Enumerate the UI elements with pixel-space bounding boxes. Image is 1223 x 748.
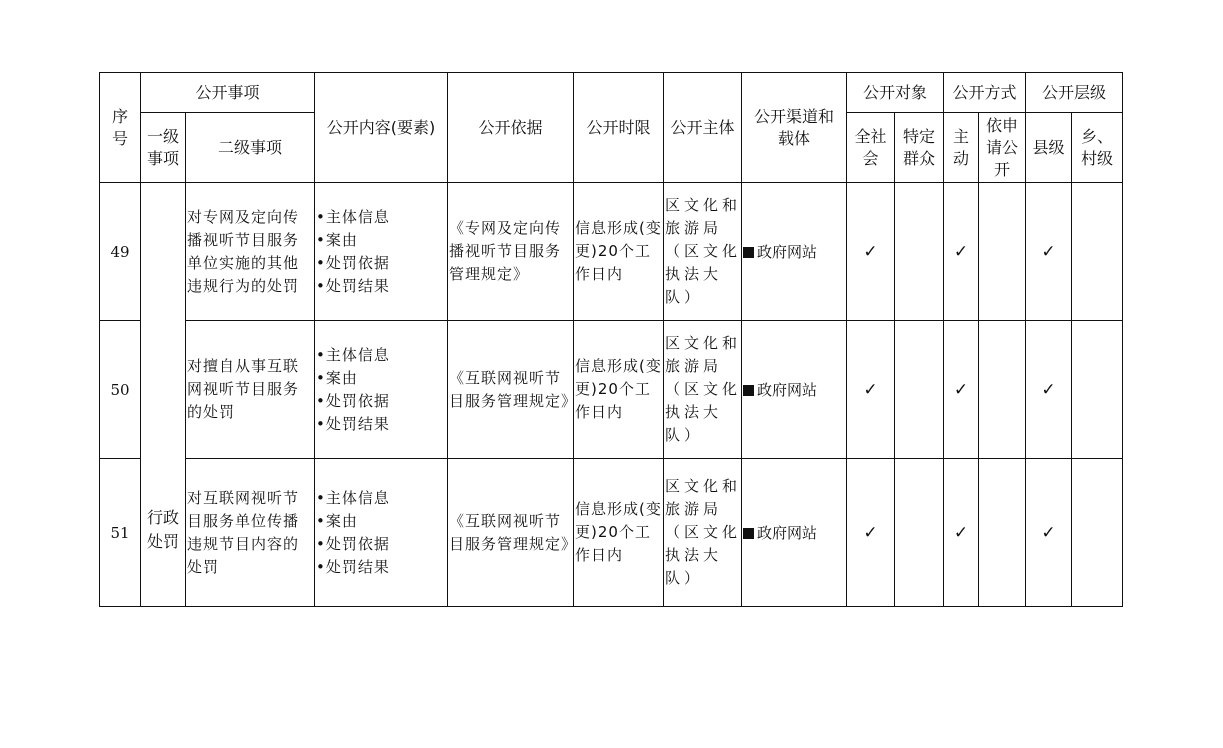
header-level-county: 县级 [1026, 113, 1072, 183]
content-item: • 处罚结果 [316, 556, 447, 579]
content-item: • 主体信息 [316, 206, 447, 229]
level-county-mark: ✓ [1026, 459, 1072, 607]
content-cell [315, 459, 448, 607]
content-item: • 处罚依据 [316, 533, 447, 556]
channel-cell [742, 183, 847, 321]
method-apply-mark [979, 183, 1026, 321]
level1-text: 行政处罚 [147, 508, 180, 551]
level2-cell: 对互联网视听节目服务单位传播违规节目内容的处罚 [186, 459, 315, 607]
header-item-group: 公开事项 [141, 73, 315, 113]
header-time-limit: 公开时限 [574, 73, 664, 183]
target-specific-mark [895, 321, 944, 459]
header-channel: 公开渠道和载体 [742, 73, 847, 183]
content-item: • 案由 [316, 367, 447, 390]
target-specific-mark [895, 183, 944, 321]
target-all-mark: ✓ [847, 459, 895, 607]
level-village-mark [1072, 459, 1123, 607]
row-number: 51 [100, 459, 141, 607]
table-row [100, 183, 1123, 321]
subject-cell: 区文化和旅游局（区文化执法大队） [664, 183, 742, 321]
level-village-mark [1072, 183, 1123, 321]
square-bullet-icon [743, 528, 754, 539]
target-specific-mark [895, 459, 944, 607]
level1-cell [141, 183, 186, 607]
content-list [315, 487, 447, 579]
header-method-active: 主动 [944, 113, 979, 183]
header-level2: 二级事项 [186, 113, 315, 183]
level-village-mark [1072, 321, 1123, 459]
square-bullet-icon [743, 247, 754, 258]
header-level-village: 乡、村级 [1072, 113, 1123, 183]
header-target-specific: 特定群众 [895, 113, 944, 183]
header-target-all: 全社会 [847, 113, 895, 183]
target-all-mark: ✓ [847, 321, 895, 459]
channel-text: 政府网站 [757, 524, 818, 542]
subject-cell: 区文化和旅游局（区文化执法大队） [664, 321, 742, 459]
header-basis: 公开依据 [448, 73, 574, 183]
header-subject: 公开主体 [664, 73, 742, 183]
header-method-group: 公开方式 [944, 73, 1026, 113]
channel-text: 政府网站 [757, 243, 818, 261]
time-limit-cell: 信息形成(变更)20个工作日内 [574, 321, 664, 459]
channel-cell [742, 321, 847, 459]
header-level1: 一级事项 [141, 113, 186, 183]
content-cell [315, 321, 448, 459]
content-list [315, 344, 447, 436]
method-active-mark: ✓ [944, 459, 979, 607]
header-seq: 序号 [100, 73, 141, 183]
basis-cell: 《互联网视听节目服务管理规定》 [448, 321, 574, 459]
row-number: 50 [100, 321, 141, 459]
content-item: • 主体信息 [316, 344, 447, 367]
table-row [100, 459, 1123, 607]
content-item: • 案由 [316, 229, 447, 252]
content-item: • 处罚结果 [316, 275, 447, 298]
method-active-mark: ✓ [944, 183, 979, 321]
header-method-apply: 依申请公开 [979, 113, 1026, 183]
content-cell [315, 183, 448, 321]
time-limit-cell: 信息形成(变更)20个工作日内 [574, 459, 664, 607]
content-item: • 案由 [316, 510, 447, 533]
subject-cell: 区文化和旅游局（区文化执法大队） [664, 459, 742, 607]
method-apply-mark [979, 459, 1026, 607]
header-level-group: 公开层级 [1026, 73, 1123, 113]
method-apply-mark [979, 321, 1026, 459]
channel-text: 政府网站 [757, 381, 818, 399]
level2-cell: 对擅自从事互联网视听节目服务的处罚 [186, 321, 315, 459]
header-target-group: 公开对象 [847, 73, 944, 113]
basis-cell: 《互联网视听节目服务管理规定》 [448, 459, 574, 607]
level-county-mark: ✓ [1026, 183, 1072, 321]
header-content: 公开内容(要素) [315, 73, 448, 183]
content-item: • 主体信息 [316, 487, 447, 510]
target-all-mark: ✓ [847, 183, 895, 321]
disclosure-table [99, 72, 1123, 607]
basis-cell: 《专网及定向传播视听节目服务管理规定》 [448, 183, 574, 321]
content-list [315, 206, 447, 298]
content-item: • 处罚依据 [316, 252, 447, 275]
content-item: • 处罚结果 [316, 413, 447, 436]
method-active-mark: ✓ [944, 321, 979, 459]
level2-cell: 对专网及定向传播视听节目服务单位实施的其他违规行为的处罚 [186, 183, 315, 321]
table-row [100, 321, 1123, 459]
square-bullet-icon [743, 385, 754, 396]
row-number: 49 [100, 183, 141, 321]
content-item: • 处罚依据 [316, 390, 447, 413]
level-county-mark: ✓ [1026, 321, 1072, 459]
channel-cell [742, 459, 847, 607]
time-limit-cell: 信息形成(变更)20个工作日内 [574, 183, 664, 321]
